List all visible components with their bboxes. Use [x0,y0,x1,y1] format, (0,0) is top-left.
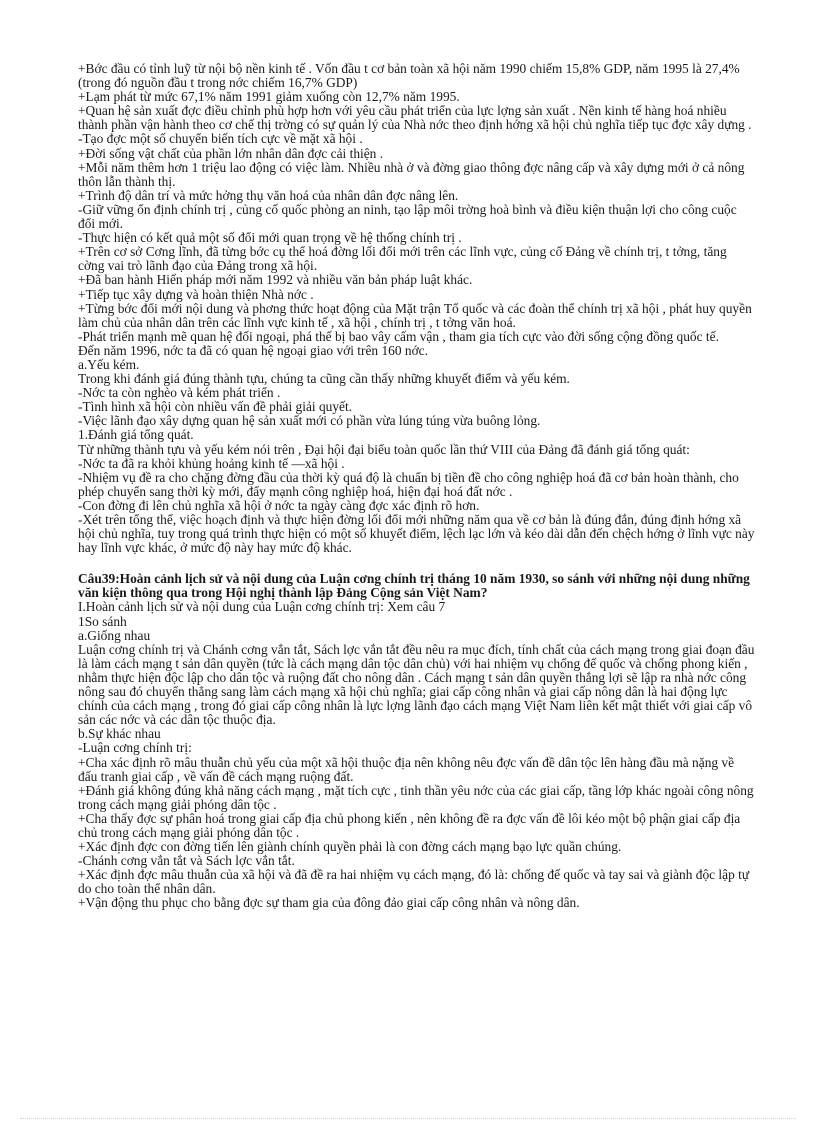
paragraph: +Đời sống vật chất của phần lớn nhân dân đợc cải thiện . [78,145,384,161]
paragraph: +Cha thấy đợc sự phân hoá trong giai cấp địa chủ phong kiến , nên không đề ra đợc vấn đề lôi kéo một bộ phận giai cấp địa chủ trong cách mạng giải phóng dân tộc . [78,810,741,840]
paragraph: -Tạo đợc một số chuyển biến tích cực về mặt xã hội . [78,131,363,147]
achievements-section [78,62,756,555]
paragraph: +Quan hệ sản xuất đợc điều chỉnh phù hợp hơn với yêu cầu phát triển của lực lợng sản xuất . Nền kinh tế hàng hoá nhiều thành phần vận hành theo cơ chế thị trờng có sự quản lý của Nhà nớc theo định hớng xã hội chủ nghĩa tiếp tục đợc xây dựng . [78,103,752,133]
paragraph: -Tình hình xã hội còn nhiều vấn đề phải giải quyết. [78,399,353,415]
subheading-differences: b.Sự khác nhau [78,726,161,742]
paragraph: -Phát triển mạnh mẽ quan hệ đối ngoại, phá thế bị bao vây cấm vận , tham gia tích cực vào đời sống cộng đồng quốc tế. [78,328,719,344]
paragraph: +Mỗi năm thêm hơn 1 triệu lao động có việc làm. Nhiều nhà ở và đờng giao thông đợc nâng cấp và xây dựng mới ở cả nông thôn lẫn thành thị. [78,159,745,189]
subheading-comparison: 1So sánh [78,613,127,629]
paragraph: -Nhiệm vụ đề ra cho chặng đờng đầu của thời kỳ quá độ là chuẩn bị tiền đề cho công nghiệp hoá đã cơ bản hoàn thành, cho phép chuyển sang thời kỳ mới, đẩy mạnh công nghiệp hoá, hiện đại hoá đất nớc . [78,469,739,499]
document-page [78,62,756,911]
paragraph: +Vận động thu phục cho bằng đợc sự tham gia của đông đảo giai cấp công nhân và nông dân. [78,895,580,911]
paragraph: +Đã ban hành Hiến pháp mới năm 1992 và nhiều văn bản pháp luật khác. [78,272,473,288]
paragraph: -Chánh cơng vắn tắt và Sách lợc vắn tắt. [78,853,295,869]
paragraph: -Việc lãnh đạo xây dựng quan hệ sản xuất mới có phần vừa lúng túng vừa buông lỏng. [78,413,541,429]
comparison-section [78,600,756,910]
paragraph: +Cha xác định rõ mâu thuẫn chủ yếu của một xã hội thuộc địa nên không nêu đợc vấn đề dân tộc lên hàng đầu mà nặng về đấu tranh giai cấp , về vấn đề cách mạng ruộng đất. [78,754,735,784]
subheading-weaknesses: a.Yếu kém. [78,356,140,372]
paragraph: -Nớc ta đã ra khỏi khủng hoảng kinh tế —xã hội . [78,455,345,471]
paragraph: Từ những thành tựu và yếu kém nói trên , Đại hội đại biểu toàn quốc lần thứ VIII của Đảng đã đánh giá tổng quát: [78,441,690,457]
paragraph: +Trên cơ sở Cơng lĩnh, đã từng bớc cụ thể hoá đờng lối đổi mới trên các lĩnh vực, củng cố Đảng về chính trị, t tởng, tăng cờng vai trò lãnh đạo của Đảng trong xã hội. [78,244,727,274]
subheading-overall-assessment: 1.Đánh giá tổng quát. [78,427,194,443]
paragraph: Đến năm 1996, nớc ta đã có quan hệ ngoại giao với trên 160 nớc. [78,342,428,358]
paragraph: +Tiếp tục xây dựng và hoàn thiện Nhà nớc . [78,286,314,302]
paragraph: -Nớc ta còn nghèo và kém phát triển . [78,385,281,401]
paragraph: -Xét trên tổng thể, việc hoạch định và thực hiện đờng lối đổi mới những năm qua về cơ bản là đúng đắn, đúng định hớng xã hội chủ nghĩa, tuy trong quá trình thực hiện có một số khuyết điểm, lệch lạc lớn và kéo dài dẫn đến chệch hớng ở lĩnh vực này hay lĩnh vực khác, ở mức độ này hay mức độ khác. [78,512,755,556]
paragraph: +Xác định đợc mâu thuẫn của xã hội và đã đề ra hai nhiệm vụ cách mạng, đó là: chống đế quốc và tay sai và giành độc lập tự do cho toàn thể nhân dân. [78,867,750,897]
paragraph: -Luận cơng chính trị: [78,740,192,756]
paragraph: -Con đờng đi lên chủ nghĩa xã hội ở nớc ta ngày càng đợc xác định rõ hơn. [78,497,480,513]
paragraph: I.Hoàn cảnh lịch sử và nội dung của Luận cơng chính trị: Xem câu 7 [78,599,446,615]
paragraph: +Xác định đợc con đờng tiến lên giành chính quyền phải là con đờng cách mạng bạo lực quần chúng. [78,839,622,855]
paragraph: +Từng bớc đổi mới nội dung và phơng thức hoạt động của Mặt trận Tổ quốc và các đoàn thể chính trị xã hội , phát huy quyền làm chủ của nhân dân trên các lĩnh vực kinh tế , xã hội , chính trị , t tởng văn hoá. [78,300,752,330]
section-gap [78,555,756,572]
paragraph: +Bớc đầu có tỉnh luỹ từ nội bộ nền kinh tế . Vốn đầu t cơ bản toàn xã hội năm 1990 chiếm 15,8% GDP, năm 1995 là 27,4% (trong đó nguồn đầu t trong nớc chiếm 16,7% GDP) [78,61,740,91]
paragraph: +Lạm phát từ mức 67,1% năm 1991 giảm xuống còn 12,7% năm 1995. [78,89,460,105]
paragraph: -Giữ vững ổn định chính trị , củng cố quốc phòng an ninh, tạo lập môi trờng hoà bình và điều kiện thuận lợi cho công cuộc đổi mới. [78,201,737,232]
subheading-similarities: a.Giống nhau [78,627,151,643]
paragraph: -Thực hiện có kết quả một số đổi mới quan trọng về hệ thống chính trị . [78,230,462,246]
paragraph: Luận cơng chính trị và Chánh cơng vắn tắt, Sách lợc vắn tắt đều nêu ra mục đích, tính chất của cách mạng trong giai đoạn đầu là làm cách mạng t sản dân quyền (tức là cách mạng dân tộc dân chủ) với hai nhiệm vụ chống đế quốc và chống phong kiến , nhằm thực hiện độc lập cho dân tộc và ruộng đất cho nông dân . Cách mạng t sản dân quyền thắng lợi sẽ lập ra nhà nớc công nông sau đó chuyển thẳng sang làm cách mạng xã hội chủ nghĩa; giai cấp công nhân và giai cấp nông dân là hai động lực chính của cách mạng , trong đó giai cấp công nhân là lực lợng lãnh đạo cách mạng Việt Nam liên kết mật thiết với giai cấp vô sản các nớc và các dân tộc thuộc địa. [78,641,755,728]
paragraph: +Trình độ dân trí và mức hởng thụ văn hoá của nhân dân đợc nâng lên. [78,187,459,203]
page-bottom-divider [20,1118,796,1119]
question-heading: Câu39:Hoàn cảnh lịch sử và nội dung của Luận cơng chính trị tháng 10 năm 1930, so sánh với những nội dung những văn kiện thông qua trong Hội nghị thành lập Đảng Cộng sản Việt Nam? [78,571,750,601]
paragraph: +Đánh giá không đúng khả năng cách mạng , mặt tích cực , tinh thần yêu nớc của các giai cấp, tầng lớp khác ngoài công nông trong cách mạng giải phóng dân tộc . [78,782,754,812]
paragraph: Trong khi đánh giá đúng thành tựu, chúng ta cũng cần thấy những khuyết điểm và yếu kém. [78,371,570,387]
